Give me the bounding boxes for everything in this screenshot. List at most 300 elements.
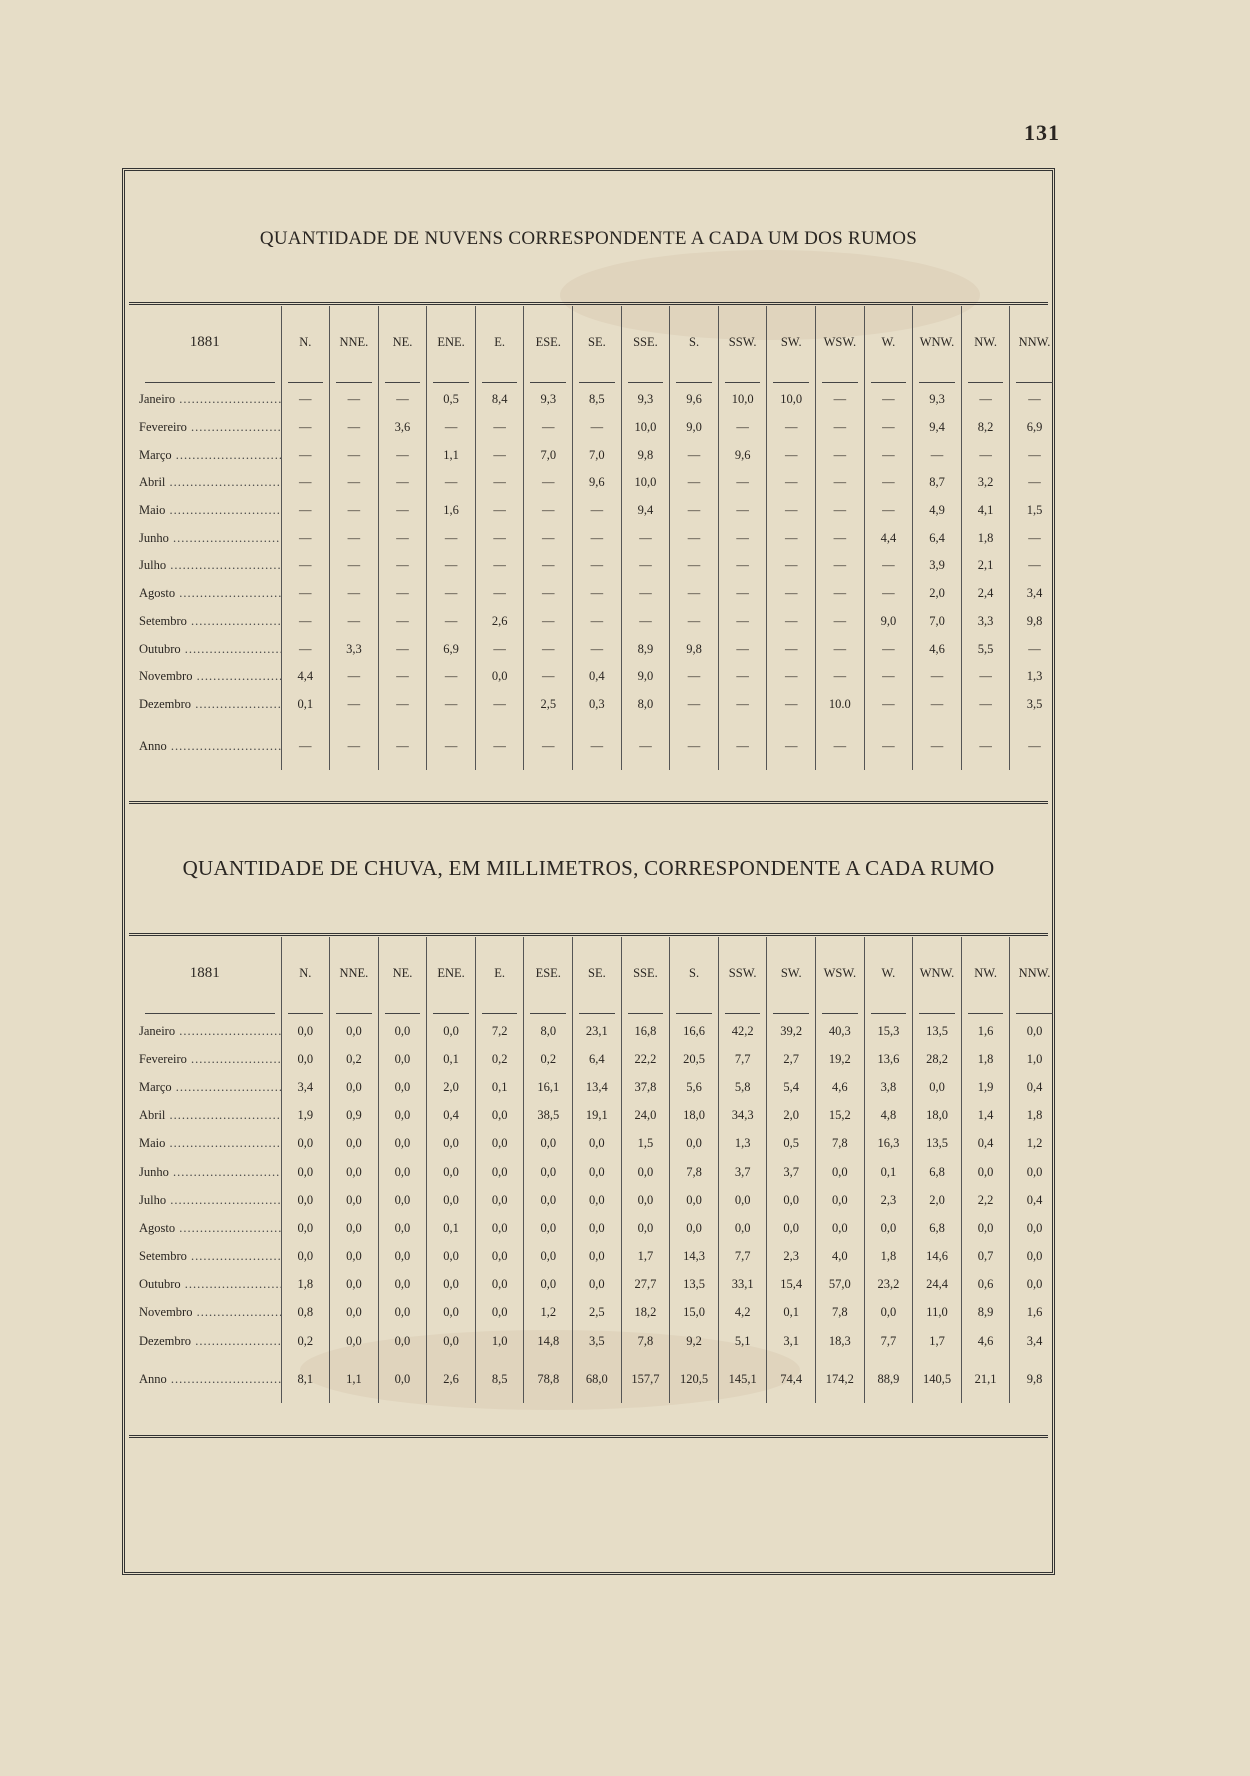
table-cell: 0,0 bbox=[281, 1130, 330, 1158]
table-cell: 0,0 bbox=[961, 1214, 1010, 1242]
month-label: Fevereiro ..... bbox=[139, 1052, 281, 1067]
table-cell: — bbox=[961, 386, 1010, 414]
table-cell: 3,3 bbox=[961, 608, 1010, 636]
table-cell: — bbox=[621, 608, 670, 636]
table-cell: 0,0 bbox=[427, 1158, 476, 1186]
table-cell: 3,7 bbox=[767, 1158, 816, 1186]
table-cell: 1,8 bbox=[281, 1271, 330, 1299]
row-label bbox=[129, 1186, 281, 1214]
table-cell: 0,0 bbox=[573, 1243, 622, 1271]
table-cell: 9,3 bbox=[913, 386, 962, 414]
table-cell: 0,0 bbox=[475, 1186, 524, 1214]
table-cell: — bbox=[718, 414, 767, 442]
table-cell: 0,4 bbox=[961, 1130, 1010, 1158]
table-cell: 3,2 bbox=[961, 469, 1010, 497]
table-cell: — bbox=[864, 635, 913, 663]
table-cell: 9,4 bbox=[621, 497, 670, 525]
table-cell: 34,3 bbox=[718, 1102, 767, 1130]
table-cell: 0,0 bbox=[378, 1299, 427, 1327]
table-cell: 0,0 bbox=[573, 1214, 622, 1242]
table-cell: 10,0 bbox=[718, 386, 767, 414]
table-cell: — bbox=[475, 441, 524, 469]
table-cell: 7,8 bbox=[621, 1327, 670, 1355]
row-label bbox=[129, 691, 281, 719]
column-header: S. bbox=[670, 306, 719, 378]
table-cell: 4,1 bbox=[961, 497, 1010, 525]
table-cell: — bbox=[1010, 386, 1059, 414]
table-cell: 0,0 bbox=[281, 1214, 330, 1242]
table-cell: — bbox=[330, 663, 379, 691]
table-cell: 0,0 bbox=[427, 1299, 476, 1327]
row-label bbox=[129, 1158, 281, 1186]
table-cell: — bbox=[767, 691, 816, 719]
table-cell: 0,0 bbox=[718, 1214, 767, 1242]
table-cell: 4,4 bbox=[864, 524, 913, 552]
column-header: WSW. bbox=[816, 306, 865, 378]
table-cell: — bbox=[378, 635, 427, 663]
table-row bbox=[129, 497, 1059, 525]
month-label: Novembro ..... bbox=[139, 1305, 281, 1320]
table-cell: 2,5 bbox=[524, 691, 573, 719]
table-cell: — bbox=[816, 580, 865, 608]
table-cell: 2,6 bbox=[475, 608, 524, 636]
table-cell: 28,2 bbox=[913, 1045, 962, 1073]
clouds-table bbox=[129, 306, 1059, 770]
table-cell: 0,8 bbox=[281, 1299, 330, 1327]
table-cell: 5,6 bbox=[670, 1073, 719, 1101]
table-cell: — bbox=[816, 386, 865, 414]
table-cell: — bbox=[378, 441, 427, 469]
table-cell: 68,0 bbox=[573, 1365, 622, 1393]
table-cell: 0,0 bbox=[621, 1214, 670, 1242]
table-cell: 0,0 bbox=[1010, 1214, 1059, 1242]
table-cell: 15,0 bbox=[670, 1299, 719, 1327]
table-cell: 0,0 bbox=[1010, 1017, 1059, 1045]
table-cell: 9,6 bbox=[573, 469, 622, 497]
year-header: 1881 bbox=[189, 333, 220, 350]
table-row bbox=[129, 1327, 1059, 1355]
table-cell: 0,0 bbox=[816, 1158, 865, 1186]
table-cell: — bbox=[378, 552, 427, 580]
table-cell: — bbox=[427, 469, 476, 497]
table-cell: — bbox=[913, 663, 962, 691]
table-cell: — bbox=[718, 635, 767, 663]
row-label bbox=[129, 608, 281, 636]
table-cell: — bbox=[767, 469, 816, 497]
table-cell: 1,1 bbox=[427, 441, 476, 469]
table-cell: 1,0 bbox=[475, 1327, 524, 1355]
table-cell: 0,1 bbox=[281, 691, 330, 719]
table-cell: — bbox=[475, 414, 524, 442]
table-cell: — bbox=[621, 524, 670, 552]
table-cell: 0,0 bbox=[475, 663, 524, 691]
table-cell: — bbox=[524, 552, 573, 580]
table-cell: 4,8 bbox=[864, 1102, 913, 1130]
table-cell: — bbox=[718, 552, 767, 580]
clouds-title: QUANTIDADE DE NUVENS CORRESPONDENTE A CADA UM DOS RUMOS bbox=[259, 228, 918, 249]
spacer-row bbox=[129, 1355, 1059, 1365]
table-cell: 18,3 bbox=[816, 1327, 865, 1355]
row-label bbox=[129, 1214, 281, 1242]
table-cell: 0,0 bbox=[767, 1214, 816, 1242]
table-cell: — bbox=[475, 635, 524, 663]
table-cell: 0,0 bbox=[378, 1017, 427, 1045]
table-row bbox=[129, 1073, 1059, 1101]
table-cell: 6,8 bbox=[913, 1158, 962, 1186]
table-cell: 0,6 bbox=[961, 1271, 1010, 1299]
table-cell: — bbox=[816, 663, 865, 691]
table-cell: 2,4 bbox=[961, 580, 1010, 608]
column-header: ESE. bbox=[524, 306, 573, 378]
table-cell: 0,0 bbox=[670, 1186, 719, 1214]
column-header: WSW. bbox=[816, 937, 865, 1009]
table-cell: — bbox=[816, 635, 865, 663]
table-cell: 0,0 bbox=[330, 1243, 379, 1271]
table-cell: — bbox=[573, 580, 622, 608]
table-cell: — bbox=[573, 635, 622, 663]
table-cell: 9,8 bbox=[1010, 1365, 1059, 1393]
column-header: NNW. bbox=[1010, 306, 1059, 378]
table-cell: 38,5 bbox=[524, 1102, 573, 1130]
month-label: Fevereiro ..... bbox=[139, 420, 281, 435]
table-cell: 7,0 bbox=[573, 441, 622, 469]
table-cell: 4,6 bbox=[961, 1327, 1010, 1355]
column-header: ESE. bbox=[524, 937, 573, 1009]
month-label: Outubro ..... bbox=[139, 1277, 281, 1292]
table-cell: 8,9 bbox=[961, 1299, 1010, 1327]
table-cell: — bbox=[767, 414, 816, 442]
table-cell: 8,5 bbox=[475, 1365, 524, 1393]
table-cell: — bbox=[1010, 552, 1059, 580]
page-number: 131 bbox=[1024, 120, 1060, 145]
table-cell: — bbox=[1010, 469, 1059, 497]
table-cell: 16,3 bbox=[864, 1130, 913, 1158]
table-cell: — bbox=[524, 608, 573, 636]
month-label: Julho ..... bbox=[139, 1193, 281, 1208]
table-cell: — bbox=[475, 524, 524, 552]
table-cell: 15,3 bbox=[864, 1017, 913, 1045]
table-cell: 0,3 bbox=[573, 691, 622, 719]
table-cell: 140,5 bbox=[913, 1365, 962, 1393]
table-cell: — bbox=[330, 732, 379, 760]
table-cell: 0,0 bbox=[378, 1214, 427, 1242]
table-cell: — bbox=[816, 524, 865, 552]
table-cell: — bbox=[1010, 524, 1059, 552]
table-cell: — bbox=[864, 497, 913, 525]
table-cell: 0,0 bbox=[378, 1186, 427, 1214]
table-cell: 8,9 bbox=[621, 635, 670, 663]
table-cell: 3,6 bbox=[378, 414, 427, 442]
table-cell: — bbox=[281, 635, 330, 663]
table-cell: — bbox=[524, 580, 573, 608]
table-cell: 14,6 bbox=[913, 1243, 962, 1271]
table-cell: 5,4 bbox=[767, 1073, 816, 1101]
rain-table bbox=[129, 937, 1059, 1403]
column-header: NE. bbox=[378, 306, 427, 378]
table-cell: 0,9 bbox=[330, 1102, 379, 1130]
table-cell: — bbox=[330, 469, 379, 497]
table-cell: — bbox=[670, 524, 719, 552]
table-cell: — bbox=[281, 552, 330, 580]
table-cell: — bbox=[718, 469, 767, 497]
table-cell: 15,2 bbox=[816, 1102, 865, 1130]
row-label bbox=[129, 663, 281, 691]
column-header: WNW. bbox=[913, 306, 962, 378]
table-row bbox=[129, 1243, 1059, 1271]
table-cell: 0,0 bbox=[378, 1130, 427, 1158]
table-cell: — bbox=[1010, 635, 1059, 663]
table-cell: 0,0 bbox=[378, 1102, 427, 1130]
table-cell: 13,5 bbox=[670, 1271, 719, 1299]
table-cell: — bbox=[330, 552, 379, 580]
table-cell: 0,0 bbox=[961, 1158, 1010, 1186]
table-cell: 0,0 bbox=[281, 1045, 330, 1073]
table-cell: 0,0 bbox=[670, 1130, 719, 1158]
table-cell: 0,2 bbox=[281, 1327, 330, 1355]
table-cell: 0,0 bbox=[864, 1214, 913, 1242]
table-cell: — bbox=[524, 497, 573, 525]
column-header: NNW. bbox=[1010, 937, 1059, 1009]
table-row bbox=[129, 1299, 1059, 1327]
table-cell: — bbox=[816, 441, 865, 469]
table-row bbox=[129, 635, 1059, 663]
month-label: Dezembro ..... bbox=[139, 1334, 281, 1349]
table-cell: 0,0 bbox=[913, 1073, 962, 1101]
table-cell: — bbox=[330, 441, 379, 469]
table-cell: 1,4 bbox=[961, 1102, 1010, 1130]
month-label: Agosto ..... bbox=[139, 1221, 281, 1236]
row-label bbox=[129, 414, 281, 442]
column-header: SE. bbox=[573, 937, 622, 1009]
table-cell: 13,4 bbox=[573, 1073, 622, 1101]
table-cell: 2,0 bbox=[913, 1186, 962, 1214]
table-cell: 0,0 bbox=[1010, 1271, 1059, 1299]
month-label: Setembro ..... bbox=[139, 1249, 281, 1264]
table-cell: 1,5 bbox=[621, 1130, 670, 1158]
row-label bbox=[129, 497, 281, 525]
table-cell: 0,0 bbox=[1010, 1243, 1059, 1271]
table-row bbox=[129, 1102, 1059, 1130]
table-cell: 2,1 bbox=[961, 552, 1010, 580]
table-cell: — bbox=[767, 552, 816, 580]
table-cell: — bbox=[330, 524, 379, 552]
table-cell: 22,2 bbox=[621, 1045, 670, 1073]
table-cell: 0,0 bbox=[524, 1158, 573, 1186]
table-cell: — bbox=[767, 524, 816, 552]
table-cell: 9,3 bbox=[621, 386, 670, 414]
table-cell: 8,5 bbox=[573, 386, 622, 414]
table-cell: 3,9 bbox=[913, 552, 962, 580]
table-cell: — bbox=[864, 552, 913, 580]
table-cell: 6,4 bbox=[573, 1045, 622, 1073]
table-cell: — bbox=[864, 414, 913, 442]
table-cell: 9,4 bbox=[913, 414, 962, 442]
table-cell: 8,0 bbox=[524, 1017, 573, 1045]
table-cell: — bbox=[524, 635, 573, 663]
table-cell: 0,0 bbox=[475, 1214, 524, 1242]
table-cell: 2,0 bbox=[913, 580, 962, 608]
table-cell: 20,5 bbox=[670, 1045, 719, 1073]
table-cell: — bbox=[573, 608, 622, 636]
table-row bbox=[129, 441, 1059, 469]
table-cell: 3,5 bbox=[1010, 691, 1059, 719]
table-cell: 9,6 bbox=[670, 386, 719, 414]
table-cell: — bbox=[524, 469, 573, 497]
table-cell: 10.0 bbox=[816, 691, 865, 719]
table-cell: 8,1 bbox=[281, 1365, 330, 1393]
table-cell: 14,8 bbox=[524, 1327, 573, 1355]
table-cell: — bbox=[961, 691, 1010, 719]
table-cell: 1,7 bbox=[913, 1327, 962, 1355]
table-cell: — bbox=[281, 524, 330, 552]
header-underline bbox=[129, 1009, 1059, 1017]
table-cell: 2,7 bbox=[767, 1045, 816, 1073]
table-cell: 0,0 bbox=[816, 1214, 865, 1242]
spacer-row bbox=[129, 718, 1059, 732]
table-cell: — bbox=[864, 386, 913, 414]
table-cell: 0,0 bbox=[427, 1243, 476, 1271]
month-label: Dezembro ..... bbox=[139, 697, 281, 712]
row-label bbox=[129, 524, 281, 552]
table-cell: 0,0 bbox=[718, 1186, 767, 1214]
table-cell: 0,0 bbox=[621, 1158, 670, 1186]
column-header: SSE. bbox=[621, 306, 670, 378]
table-cell: 1,9 bbox=[961, 1073, 1010, 1101]
table-cell: — bbox=[330, 497, 379, 525]
year-header: 1881 bbox=[189, 964, 220, 981]
table-cell: — bbox=[475, 691, 524, 719]
table-cell: 3,7 bbox=[718, 1158, 767, 1186]
table-cell: 0,7 bbox=[961, 1243, 1010, 1271]
table-cell: 0,0 bbox=[330, 1299, 379, 1327]
table-cell: 14,3 bbox=[670, 1243, 719, 1271]
table-cell: 0,0 bbox=[378, 1073, 427, 1101]
table-cell: — bbox=[330, 691, 379, 719]
table-cell: 0,1 bbox=[767, 1299, 816, 1327]
table-cell: 2,2 bbox=[961, 1186, 1010, 1214]
table-cell: — bbox=[621, 580, 670, 608]
table-cell: 16,1 bbox=[524, 1073, 573, 1101]
table-cell: — bbox=[330, 580, 379, 608]
table-cell: 0,0 bbox=[378, 1243, 427, 1271]
row-label bbox=[129, 580, 281, 608]
table-cell: 9,8 bbox=[670, 635, 719, 663]
month-label: Anno ..... bbox=[139, 739, 281, 754]
table-cell: 1,5 bbox=[1010, 497, 1059, 525]
table-cell: — bbox=[1010, 441, 1059, 469]
column-header: SSE. bbox=[621, 937, 670, 1009]
column-header: W. bbox=[864, 937, 913, 1009]
table-cell: — bbox=[378, 580, 427, 608]
table-row bbox=[129, 1017, 1059, 1045]
table-cell: — bbox=[475, 732, 524, 760]
table-cell: 0,5 bbox=[767, 1130, 816, 1158]
column-header: NW. bbox=[961, 937, 1010, 1009]
table-cell: — bbox=[670, 552, 719, 580]
table-cell: — bbox=[281, 386, 330, 414]
table-cell: — bbox=[524, 663, 573, 691]
table-cell: 19,1 bbox=[573, 1102, 622, 1130]
table-cell: 1,1 bbox=[330, 1365, 379, 1393]
table-cell: — bbox=[816, 414, 865, 442]
table-cell: — bbox=[670, 469, 719, 497]
table-cell: 0,0 bbox=[281, 1017, 330, 1045]
table-cell: 4,6 bbox=[913, 635, 962, 663]
column-header: NNE. bbox=[330, 937, 379, 1009]
table-cell: — bbox=[718, 691, 767, 719]
table-cell: 24,0 bbox=[621, 1102, 670, 1130]
column-header: E. bbox=[475, 306, 524, 378]
table-cell: 18,0 bbox=[670, 1102, 719, 1130]
table-cell: 0,1 bbox=[427, 1045, 476, 1073]
row-label bbox=[129, 1365, 281, 1393]
table-cell: 0,0 bbox=[330, 1073, 379, 1101]
table-row bbox=[129, 580, 1059, 608]
table-cell: — bbox=[816, 608, 865, 636]
table-cell: — bbox=[864, 663, 913, 691]
month-label: Agosto ..... bbox=[139, 586, 281, 601]
table-cell: — bbox=[330, 386, 379, 414]
table-cell: 5,5 bbox=[961, 635, 1010, 663]
table-cell: — bbox=[524, 414, 573, 442]
table-cell: — bbox=[864, 441, 913, 469]
table-cell: 0,0 bbox=[378, 1327, 427, 1355]
table-cell: 0,0 bbox=[621, 1186, 670, 1214]
table-cell: — bbox=[816, 552, 865, 580]
table-cell: 1,8 bbox=[864, 1243, 913, 1271]
table-cell: — bbox=[767, 732, 816, 760]
table-cell: — bbox=[378, 608, 427, 636]
month-label: Anno ..... bbox=[139, 1372, 281, 1387]
column-header: SSW. bbox=[718, 937, 767, 1009]
table-cell: 7,2 bbox=[475, 1017, 524, 1045]
table-cell: 0,4 bbox=[573, 663, 622, 691]
month-label: Novembro ..... bbox=[139, 669, 281, 684]
table-cell: — bbox=[961, 441, 1010, 469]
table-cell: — bbox=[670, 691, 719, 719]
table-cell: 0,0 bbox=[427, 1130, 476, 1158]
table-cell: 39,2 bbox=[767, 1017, 816, 1045]
table-row bbox=[129, 1045, 1059, 1073]
table-cell: 0,0 bbox=[573, 1186, 622, 1214]
column-header: NW. bbox=[961, 306, 1010, 378]
table-cell: 0,0 bbox=[281, 1158, 330, 1186]
rain-title: QUANTIDADE DE CHUVA, EM MILLIMETROS, CORRESPONDENTE A CADA RUMO bbox=[182, 856, 995, 880]
header-underline bbox=[129, 378, 1059, 386]
table-cell: 6,4 bbox=[913, 524, 962, 552]
table-cell: 5,8 bbox=[718, 1073, 767, 1101]
table-row bbox=[129, 1130, 1059, 1158]
table-cell: 0,0 bbox=[475, 1158, 524, 1186]
table-cell: 0,4 bbox=[1010, 1073, 1059, 1101]
row-label bbox=[129, 386, 281, 414]
table-cell: — bbox=[475, 469, 524, 497]
table-cell: — bbox=[378, 497, 427, 525]
table-cell: — bbox=[475, 497, 524, 525]
column-header: WNW. bbox=[913, 937, 962, 1009]
table-cell: — bbox=[718, 608, 767, 636]
table-cell: — bbox=[378, 386, 427, 414]
row-label bbox=[129, 1299, 281, 1327]
table-cell: 1,6 bbox=[1010, 1299, 1059, 1327]
table-cell: 0,0 bbox=[281, 1243, 330, 1271]
table-cell: 9,0 bbox=[670, 414, 719, 442]
table-cell: 7,0 bbox=[524, 441, 573, 469]
table-cell: 8,0 bbox=[621, 691, 670, 719]
table-cell: 9,8 bbox=[1010, 608, 1059, 636]
table-cell: — bbox=[281, 608, 330, 636]
table-cell: — bbox=[427, 732, 476, 760]
